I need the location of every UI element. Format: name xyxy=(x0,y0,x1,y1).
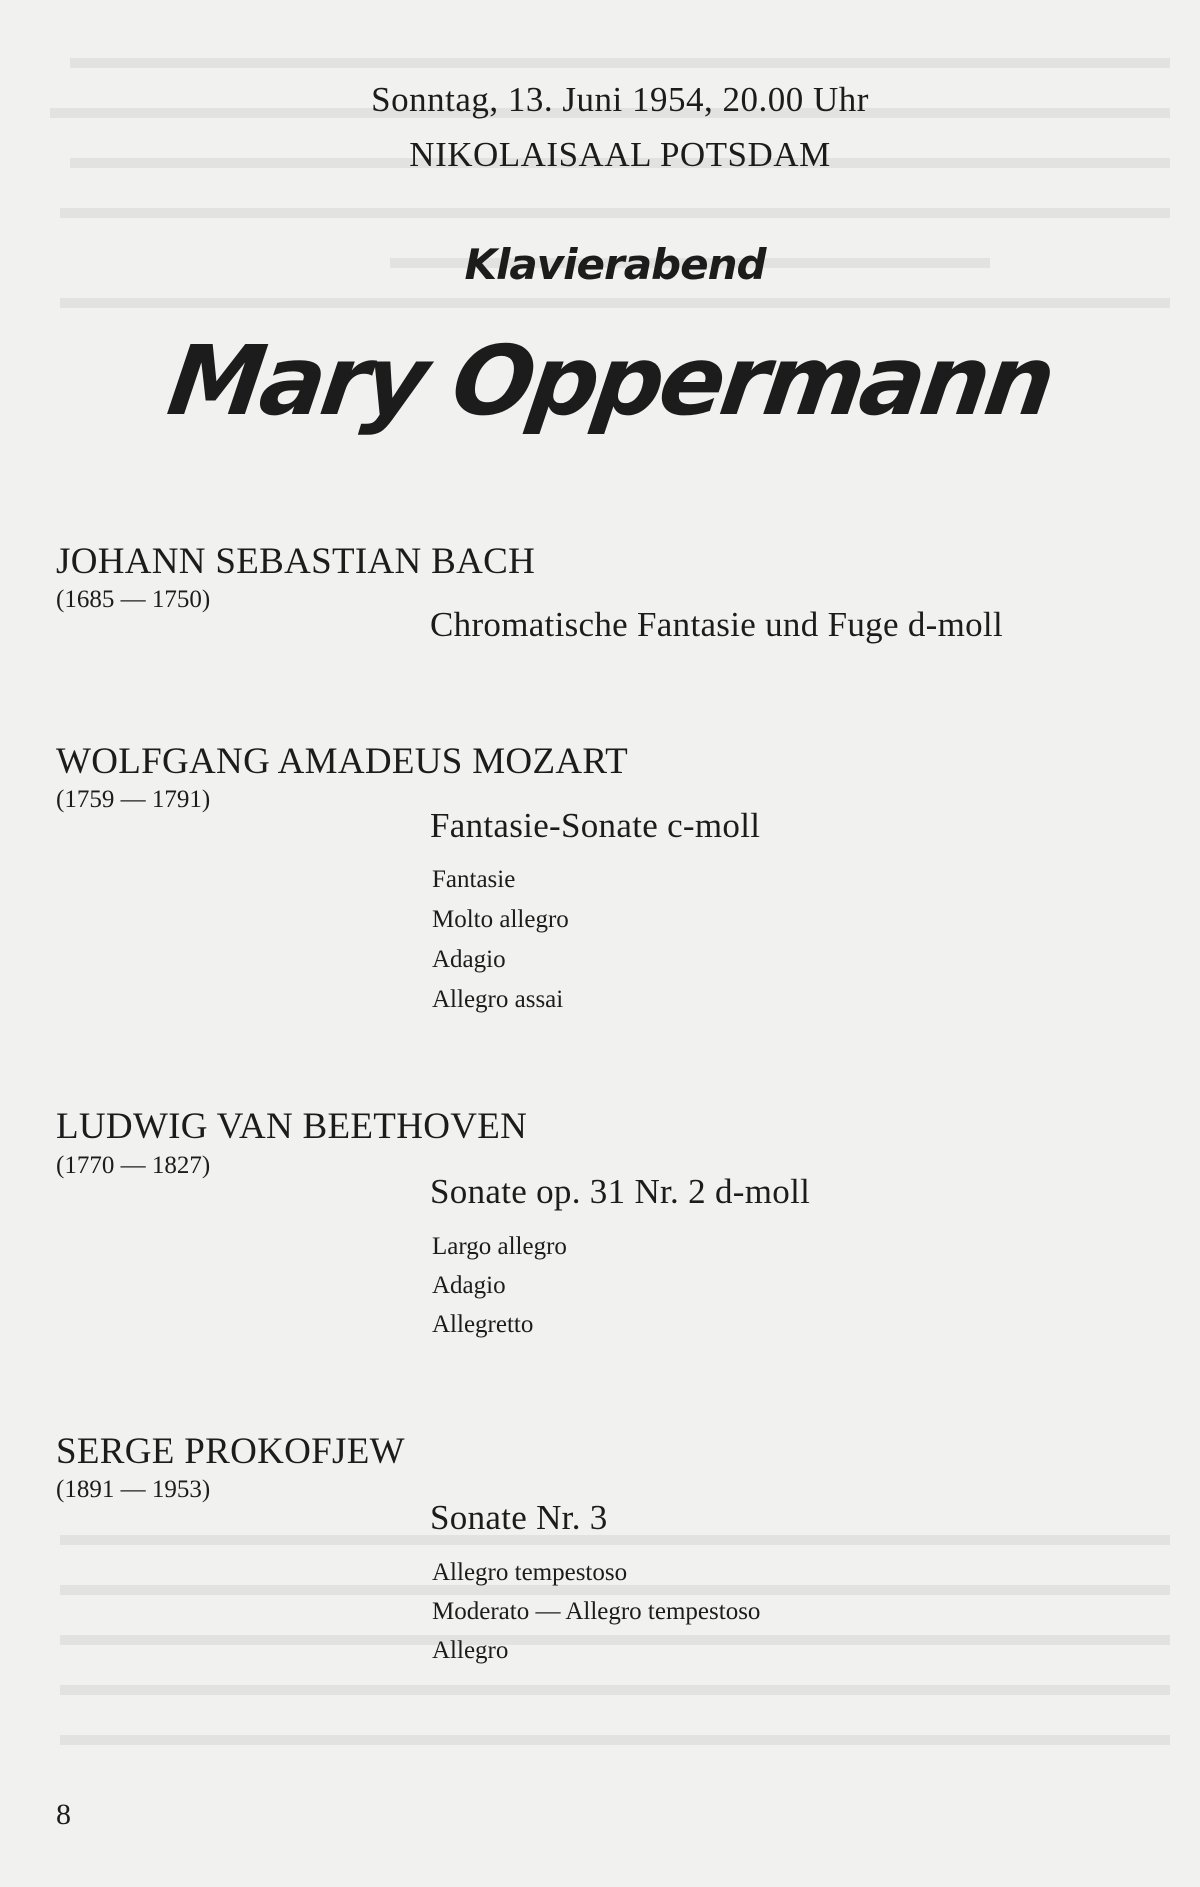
composer-dates: (1685 — 1750) xyxy=(56,586,211,613)
composer-dates: (1891 — 1953) xyxy=(56,1476,211,1503)
performer-name: Mary Oppermann xyxy=(161,325,1059,437)
page-number: 8 xyxy=(56,1798,71,1831)
venue-name: NIKOLAISAAL POTSDAM xyxy=(409,135,831,174)
movement-item: Molto allegro xyxy=(432,906,569,933)
composer-dates: (1759 — 1791) xyxy=(56,786,211,813)
work-title: Fantasie-Sonate c-moll xyxy=(430,806,761,845)
movement-item: Fantasie xyxy=(432,866,516,893)
movement-item: Largo allegro xyxy=(432,1233,567,1260)
movement-item: Adagio xyxy=(432,1272,506,1299)
recital-subtitle: Klavierabend xyxy=(464,240,766,289)
work-title: Sonate Nr. 3 xyxy=(430,1498,608,1537)
work-title: Sonate op. 31 Nr. 2 d-moll xyxy=(430,1172,811,1211)
composer-name: LUDWIG VAN BEETHOVEN xyxy=(56,1106,528,1147)
work-title: Chromatische Fantasie und Fuge d-moll xyxy=(430,605,1003,644)
composer-name: JOHANN SEBASTIAN BACH xyxy=(56,541,536,582)
movement-item: Allegretto xyxy=(432,1311,534,1338)
movement-item: Adagio xyxy=(432,946,506,973)
composer-dates: (1770 — 1827) xyxy=(56,1152,211,1179)
movement-item: Allegro xyxy=(432,1637,509,1664)
composer-name: SERGE PROKOFJEW xyxy=(56,1431,405,1472)
movement-item: Allegro tempestoso xyxy=(432,1559,628,1586)
composer-name: WOLFGANG AMADEUS MOZART xyxy=(56,741,629,782)
concert-date-time: Sonntag, 13. Juni 1954, 20.00 Uhr xyxy=(371,80,869,119)
movement-item: Allegro assai xyxy=(432,986,564,1013)
movement-item: Moderato — Allegro tempestoso xyxy=(432,1598,761,1625)
